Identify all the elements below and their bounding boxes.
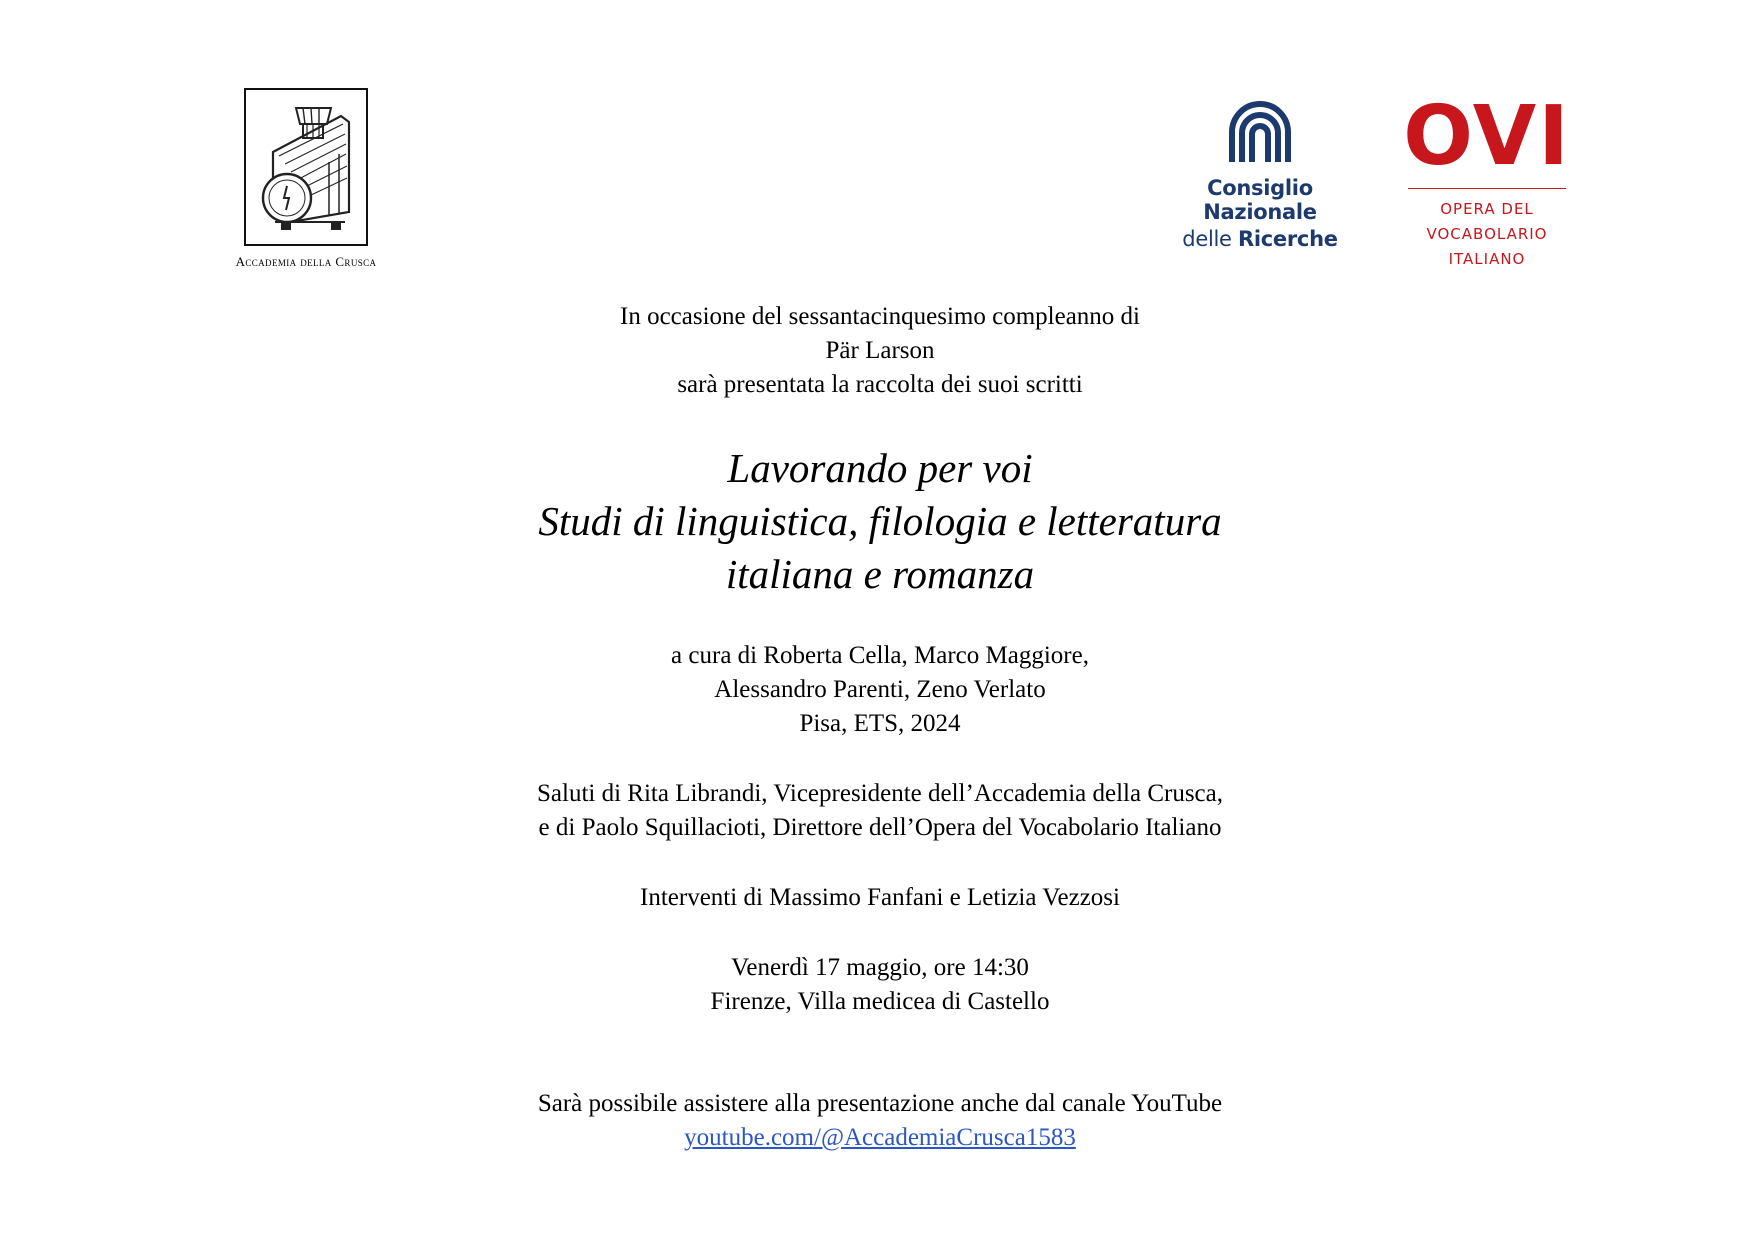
speakers-line: Interventi di Massimo Fanfani e Letizia Vezzosi bbox=[640, 884, 1120, 911]
editors-line: Alessandro Parenti, Zeno Verlato bbox=[714, 676, 1046, 703]
intro-line: In occasione del sessantacinquesimo compleanno di bbox=[620, 303, 1140, 330]
cnr-name-line2: delle Ricerche bbox=[1182, 227, 1338, 251]
cnr-name-line1: Consiglio Nazionale bbox=[1203, 176, 1317, 224]
greetings-line: e di Paolo Squillacioti, Direttore dell’Opera del Vocabolario Italiano bbox=[538, 814, 1222, 841]
editors-line: a cura di Roberta Cella, Marco Maggiore, bbox=[671, 642, 1089, 669]
publisher-line: Pisa, ETS, 2024 bbox=[799, 710, 961, 737]
sifter-emblem-icon bbox=[250, 94, 362, 240]
ovi-line: OPERA DEL bbox=[1440, 200, 1534, 218]
youtube-note: Sarà possibile assistere alla presentazione anche dal canale YouTube bbox=[537, 1090, 1223, 1117]
ovi-divider bbox=[1408, 188, 1566, 189]
book-subtitle: Studi di linguistica, filologia e letteratura bbox=[538, 498, 1222, 544]
youtube-link[interactable]: youtube.com/@AccademiaCrusca1583 bbox=[684, 1124, 1076, 1151]
accademia-crusca-logo bbox=[226, 88, 386, 270]
intro-line: sarà presentata la raccolta dei suoi scritti bbox=[677, 371, 1083, 398]
ovi-line: ITALIANO bbox=[1448, 250, 1526, 268]
ovi-line: VOCABOLARIO bbox=[1426, 225, 1548, 243]
honoree-name: Pär Larson bbox=[825, 337, 935, 364]
ovi-mark: OVI bbox=[1403, 89, 1571, 184]
invitation-body bbox=[400, 300, 1360, 1155]
greetings-line: Saluti di Rita Librandi, Vicepresidente dell’Accademia della Crusca, bbox=[537, 780, 1223, 807]
cnr-emblem-icon bbox=[1226, 100, 1294, 166]
crusca-emblem bbox=[244, 88, 368, 246]
event-date: Venerdì 17 maggio, ore 14:30 bbox=[731, 954, 1029, 981]
ovi-logo bbox=[1392, 89, 1582, 272]
book-title: Lavorando per voi bbox=[727, 445, 1033, 491]
crusca-caption: Accademia della Crusca bbox=[235, 254, 377, 269]
cnr-logo bbox=[1150, 100, 1370, 251]
book-subtitle: italiana e romanza bbox=[725, 551, 1035, 597]
event-location: Firenze, Villa medicea di Castello bbox=[710, 988, 1050, 1015]
